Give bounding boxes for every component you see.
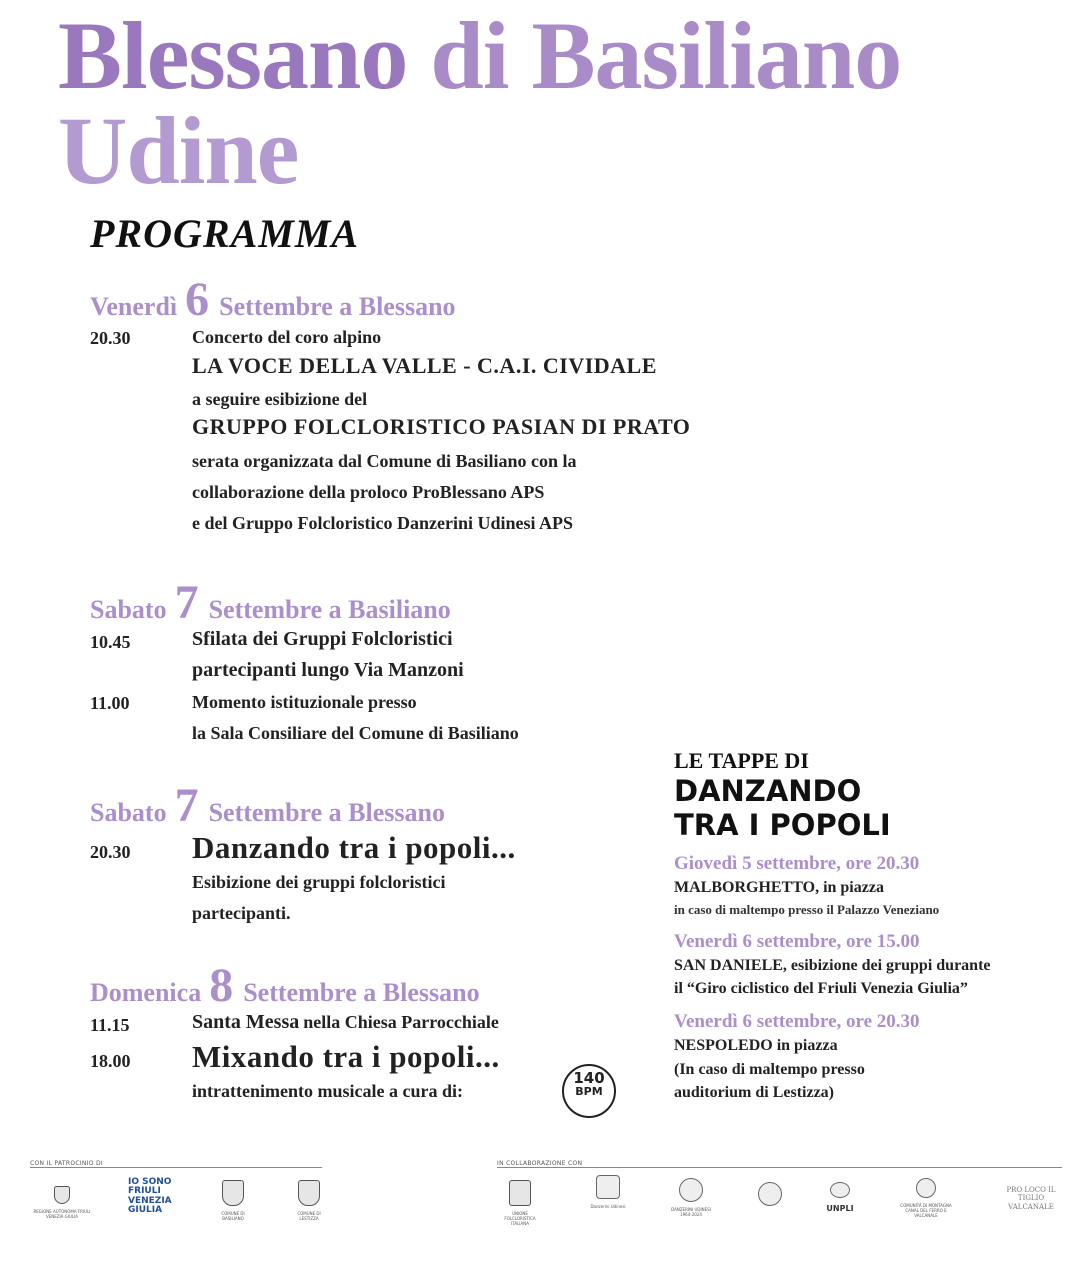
tappe-title-line2: TRA I POPOLI [674, 808, 891, 842]
tappe-heading: LE TAPPE DI [674, 748, 809, 773]
bpm-logo [562, 1064, 616, 1118]
title-blessano: Blessano [58, 2, 408, 109]
event-line [192, 1011, 499, 1034]
logo-caption: DANZERINI UDINESI 1964-2024 [671, 1207, 711, 1217]
event-time: 11.00 [90, 693, 130, 713]
tappe-title-line1: DANZANDO [674, 774, 862, 808]
pro-loco-tiglio-logo [998, 1184, 1064, 1211]
title-di-basiliano: di Basiliano [430, 2, 902, 109]
event-line: Mixando tra i popoli... [192, 1039, 500, 1074]
patrocinio-rule [30, 1167, 322, 1168]
event-line: Danzando tra i popoli... [192, 830, 516, 865]
event-line: Momento istituzionale presso [192, 692, 417, 712]
bpm-number: 140 [573, 1069, 605, 1087]
programma-heading: PROGRAMMA [90, 211, 360, 256]
unpli-icon [830, 1182, 850, 1198]
event-line: collaborazione della proloco ProBlessano APS [192, 482, 545, 502]
seal-logo [756, 1182, 784, 1212]
bpm-unit: BPM [575, 1085, 603, 1098]
stop-line: il “Giro ciclistico del Friuli Venezia Giulia” [674, 980, 968, 997]
day-rest: Settembre a Blessano [208, 798, 445, 827]
event-line: Concerto del coro alpino [192, 327, 382, 347]
day-heading-sabato-7-basiliano [90, 575, 451, 630]
event-line: serata organizzata dal Comune di Basiliano con la [192, 451, 577, 471]
event-line: Sfilata dei Gruppi Folcloristici [192, 628, 453, 650]
day-rest: Settembre a Blessano [243, 978, 480, 1007]
unpli-logo [820, 1182, 860, 1214]
chiesa-parrocchiale: nella Chiesa Parrocchiale [303, 1012, 499, 1032]
event-time: 11.15 [90, 1015, 130, 1035]
danzerini-60-logo [668, 1178, 714, 1218]
day-number: 8 [209, 959, 234, 1012]
stop-date: Giovedì 5 settembre, ore 20.30 [674, 853, 920, 874]
logo-caption: PRO LOCO IL TIGLIO VALCANALE [1006, 1186, 1056, 1211]
title-udine: Udine [58, 97, 299, 204]
ufi-logo [496, 1180, 544, 1226]
logo-caption: COMUNE DI LESTIZZA [297, 1211, 321, 1221]
title-line-1 [58, 2, 902, 109]
day-number: 7 [174, 576, 199, 629]
event-time: 20.30 [90, 842, 131, 862]
santa-messa: Santa Messa [192, 1011, 300, 1033]
danzerini-logo [584, 1175, 632, 1210]
day-weekday: Sabato [90, 595, 167, 624]
day-rest: Settembre a Blessano [219, 292, 456, 321]
event-time: 20.30 [90, 328, 131, 348]
day-weekday: Venerdì [90, 292, 178, 321]
anniversary-icon [679, 1178, 703, 1202]
io-sono-fvg-logo [128, 1178, 174, 1216]
collab-label: IN COLLABORAZIONE CON [497, 1160, 583, 1167]
regione-crest-icon [54, 1186, 70, 1204]
stop-line: in caso di maltempo presso il Palazzo Veneziano [674, 902, 940, 917]
comunita-icon [916, 1178, 936, 1198]
day-weekday: Domenica [90, 978, 202, 1007]
logo-caption: REGIONE AUTONOMA FRIULI VENEZIA GIULIA [33, 1209, 91, 1219]
event-time: 10.45 [90, 632, 131, 652]
event-line: LA VOCE DELLA VALLE - C.A.I. CIVIDALE [192, 353, 657, 378]
seal-icon [758, 1182, 782, 1206]
day-heading-domenica-8 [90, 958, 480, 1013]
logo-caption: IO SONO FRIULI VENEZIA GIULIA [128, 1177, 172, 1216]
event-line: la Sala Consiliare del Comune di Basiliano [192, 723, 519, 743]
day-heading-sabato-7-blessano [90, 778, 445, 833]
event-line: partecipanti. [192, 903, 291, 923]
event-time: 18.00 [90, 1051, 131, 1071]
lestizza-crest-icon [298, 1180, 320, 1206]
danzerini-icon [596, 1175, 620, 1199]
stop-line: MALBORGHETTO, in piazza [674, 879, 884, 896]
logo-caption: COMUNITÀ DI MONTAGNA CANAL DEL FERRO E VALCANALE [900, 1203, 952, 1218]
event-line: Esibizione dei gruppi folcloristici [192, 872, 446, 892]
day-rest: Settembre a Basiliano [208, 595, 451, 624]
logo-caption: UNPLI [826, 1204, 854, 1213]
ufi-icon [509, 1180, 531, 1206]
logo-caption: Danzerini Udinesi [590, 1204, 626, 1209]
stop-line: NESPOLEDO in piazza [674, 1037, 838, 1054]
day-number: 6 [185, 273, 210, 326]
event-line: partecipanti lungo Via Manzoni [192, 659, 464, 681]
event-line: intrattenimento musicale a cura di: [192, 1081, 463, 1101]
stop-line: SAN DANIELE, esibizione dei gruppi durante [674, 957, 991, 974]
comune-lestizza-logo [291, 1180, 327, 1222]
day-weekday: Sabato [90, 798, 167, 827]
collab-rule [497, 1167, 1062, 1168]
day-number: 7 [174, 779, 199, 832]
stop-line: auditorium di Lestizza) [674, 1084, 834, 1101]
patrocinio-label: CON IL PATROCINIO DI [30, 1160, 103, 1167]
logo-caption: UNIONE FOLCLORISTICA ITALIANA [504, 1211, 536, 1226]
event-line: e del Gruppo Folcloristico Danzerini Udinesi APS [192, 513, 573, 533]
comune-basiliano-logo [215, 1180, 251, 1222]
basiliano-crest-icon [222, 1180, 244, 1206]
logo-caption: COMUNE DI BASILIANO [221, 1211, 245, 1221]
event-line: a seguire esibizione del [192, 389, 368, 409]
day-heading-venerdi-6 [90, 272, 456, 327]
stop-line: (In caso di maltempo presso [674, 1061, 865, 1078]
stop-date: Venerdì 6 settembre, ore 15.00 [674, 931, 920, 952]
stop-date: Venerdì 6 settembre, ore 20.30 [674, 1011, 920, 1032]
comunita-montagna-logo [896, 1178, 956, 1218]
regione-fvg-logo [30, 1186, 94, 1220]
event-line: GRUPPO FOLCLORISTICO PASIAN DI PRATO [192, 414, 691, 439]
